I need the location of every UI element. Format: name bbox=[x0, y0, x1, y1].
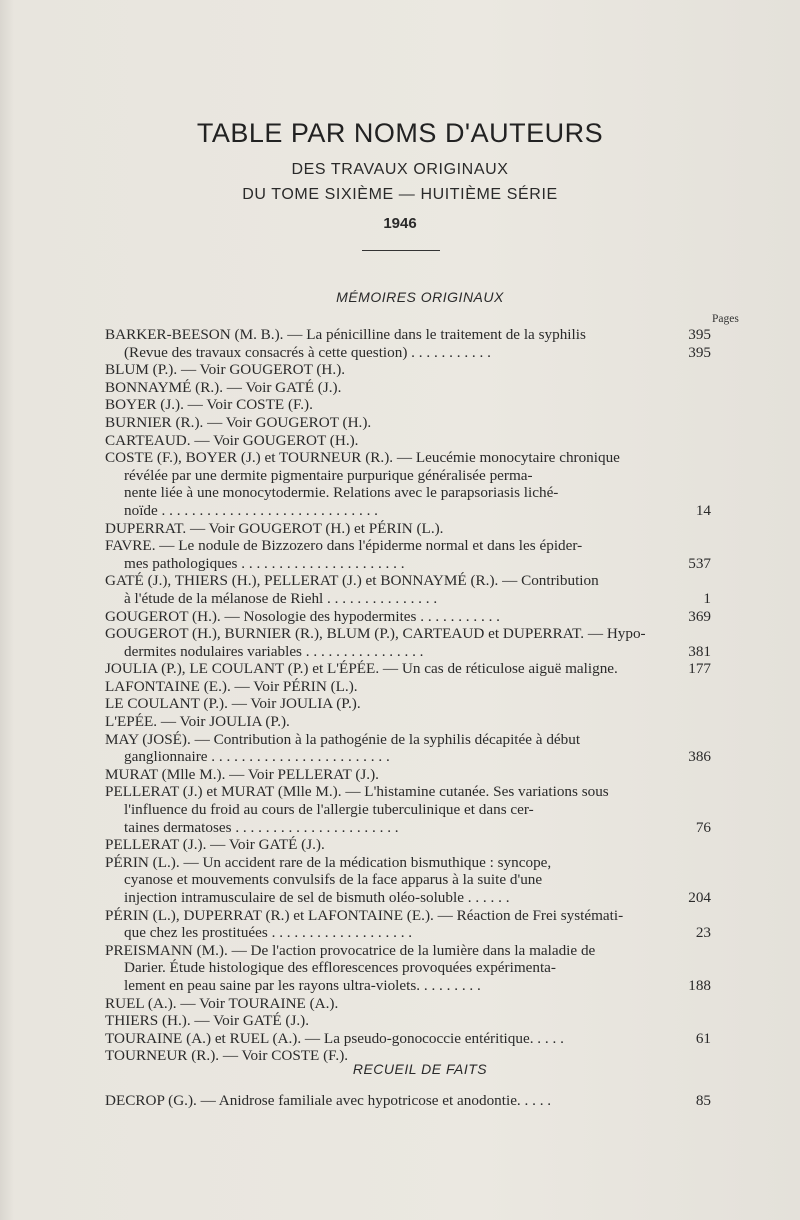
author-index-list bbox=[105, 326, 745, 1065]
index-line-text: à l'étude de la mélanose de Riehl . . . . . . . . . . . . . . . bbox=[124, 589, 438, 607]
page-title: TABLE PAR NOMS D'AUTEURS bbox=[196, 118, 604, 148]
index-line bbox=[105, 326, 745, 344]
index-line bbox=[105, 625, 745, 643]
index-line-text: PÉRIN (L.), DUPERRAT (R.) et LAFONTAINE (E.). — Réaction de Frei systémati- bbox=[105, 906, 624, 924]
index-line bbox=[105, 484, 745, 502]
index-line-text: l'influence du froid au cours de l'allergie tuberculinique et dans cer- bbox=[124, 801, 534, 819]
index-line-text: dermites nodulaires variables . . . . . . . . . . . . . . . . bbox=[124, 642, 424, 660]
page-number: 188 bbox=[688, 976, 711, 994]
section-heading-memoires: MÉMOIRES ORIGINAUX bbox=[336, 289, 504, 305]
index-line-text: BURNIER (R.). — Voir GOUGEROT (H.). bbox=[105, 413, 372, 431]
index-line-text: PELLERAT (J.). — Voir GATÉ (J.). bbox=[105, 836, 325, 854]
page-number: 85 bbox=[695, 1092, 711, 1109]
index-line bbox=[105, 467, 745, 485]
index-line-text: FAVRE. — Le nodule de Bizzozero dans l'épiderme normal et dans les épider- bbox=[105, 537, 583, 555]
index-line bbox=[105, 520, 745, 538]
index-line-text: PREISMANN (M.). — De l'action provocatrice de la lumière dans la maladie de bbox=[105, 941, 596, 959]
index-line-text: TOURNEUR (R.). — Voir COSTE (F.). bbox=[105, 1047, 349, 1065]
index-line-text: (Revue des travaux consacrés à cette question) . . . . . . . . . . . bbox=[124, 343, 491, 361]
index-line bbox=[105, 731, 745, 749]
page-number: 14 bbox=[695, 501, 711, 519]
index-line-text: révélée par une dermite pigmentaire purpurique généralisée perma- bbox=[124, 466, 533, 484]
page-number: 204 bbox=[688, 889, 711, 906]
index-line-text: taines dermatoses . . . . . . . . . . . . . . . . . . . . . . bbox=[124, 818, 399, 836]
subtitle-line-2: DU TOME SIXIÈME — HUITIÈME SÉRIE bbox=[242, 186, 558, 203]
index-line-text: DECROP (G.). — Anidrose familiale avec hypotricose et anodontie. . . . . bbox=[105, 1092, 552, 1109]
index-line bbox=[105, 1030, 745, 1048]
subtitle-line-1: DES TRAVAUX ORIGINAUX bbox=[291, 161, 509, 178]
index-line bbox=[105, 801, 745, 819]
index-line-text: mes pathologiques . . . . . . . . . . . . . . . . . . . . . . bbox=[124, 554, 405, 572]
index-line bbox=[105, 995, 745, 1013]
index-line bbox=[105, 942, 745, 960]
index-line bbox=[105, 766, 745, 784]
index-line bbox=[105, 924, 745, 942]
index-line bbox=[105, 1092, 745, 1110]
index-line-text: COSTE (F.), BOYER (J.) et TOURNEUR (R.). — Leucémie monocytaire chronique bbox=[105, 449, 620, 467]
index-line bbox=[105, 678, 745, 696]
page-number: 537 bbox=[688, 554, 711, 572]
index-line bbox=[105, 590, 745, 608]
index-line bbox=[105, 748, 745, 766]
index-line-text: TOURAINE (A.) et RUEL (A.). — La pseudo-gonococcie entéritique. . . . . bbox=[105, 1029, 564, 1047]
index-line bbox=[105, 608, 745, 626]
page-number: 177 bbox=[688, 660, 711, 678]
pages-column-label: Pages bbox=[712, 313, 739, 325]
page-number: 76 bbox=[695, 818, 711, 836]
index-line-text: BONNAYMÉ (R.). — Voir GATÉ (J.). bbox=[105, 378, 342, 396]
index-line-text: CARTEAUD. — Voir GOUGEROT (H.). bbox=[105, 431, 359, 449]
title-divider bbox=[362, 250, 440, 251]
index-line bbox=[105, 871, 745, 889]
index-line bbox=[105, 361, 745, 379]
index-line bbox=[105, 889, 745, 907]
index-line-text: noïde . . . . . . . . . . . . . . . . . . . . . . . . . . . . . bbox=[124, 501, 378, 519]
index-line bbox=[105, 572, 745, 590]
index-line-text: PÉRIN (L.). — Un accident rare de la médication bismuthique : syncope, bbox=[105, 853, 552, 871]
index-line-text: MAY (JOSÉ). — Contribution à la pathogénie de la syphilis décapitée à début bbox=[105, 730, 581, 748]
index-line-text: PELLERAT (J.) et MURAT (Mlle M.). — L'histamine cutanée. Ses variations sous bbox=[105, 783, 609, 801]
index-line-text: LAFONTAINE (E.). — Voir PÉRIN (L.). bbox=[105, 677, 358, 695]
page-number: 369 bbox=[688, 607, 711, 625]
index-line-text: nente liée à une monocytodermie. Relations avec le parapsoriasis liché- bbox=[124, 484, 559, 502]
index-line-text: injection intramusculaire de sel de bismuth oléo-soluble . . . . . . bbox=[124, 889, 510, 906]
index-line bbox=[105, 819, 745, 837]
index-line-text: RUEL (A.). — Voir TOURAINE (A.). bbox=[105, 994, 339, 1012]
index-line bbox=[105, 643, 745, 661]
index-line bbox=[105, 555, 745, 573]
index-line bbox=[105, 660, 745, 678]
index-line bbox=[105, 713, 745, 731]
index-line-text: L'EPÉE. — Voir JOULIA (P.). bbox=[105, 713, 290, 731]
index-line-text: ganglionnaire . . . . . . . . . . . . . . . . . . . . . . . . bbox=[124, 748, 390, 766]
index-line bbox=[105, 379, 745, 397]
index-line bbox=[105, 907, 745, 925]
year-label: 1946 bbox=[383, 215, 417, 232]
page-number: 61 bbox=[695, 1029, 711, 1047]
index-line-text: lement en peau saine par les rayons ultra-violets. . . . . . . . . bbox=[124, 976, 481, 994]
index-line-text: GOUGEROT (H.). — Nosologie des hypodermites . . . . . . . . . . . bbox=[105, 607, 500, 625]
index-line bbox=[105, 449, 745, 467]
index-line-text: DUPERRAT. — Voir GOUGEROT (H.) et PÉRIN (L.). bbox=[105, 519, 444, 537]
index-line-text: que chez les prostituées . . . . . . . . . . . . . . . . . . . bbox=[124, 924, 413, 942]
page-number: 395 bbox=[688, 343, 711, 361]
index-line bbox=[105, 959, 745, 977]
index-line bbox=[105, 836, 745, 854]
page-number: 23 bbox=[695, 924, 711, 942]
index-line-text: MURAT (Mlle M.). — Voir PELLERAT (J.). bbox=[105, 765, 379, 783]
index-line bbox=[105, 783, 745, 801]
index-line bbox=[105, 396, 745, 414]
index-line-text: BOYER (J.). — Voir COSTE (F.). bbox=[105, 396, 313, 414]
recueil-index-list bbox=[105, 1092, 745, 1110]
page-number: 395 bbox=[688, 326, 711, 343]
index-line-text: BLUM (P.). — Voir GOUGEROT (H.). bbox=[105, 361, 346, 379]
index-line bbox=[105, 695, 745, 713]
index-line-text: GOUGEROT (H.), BURNIER (R.), BLUM (P.), CARTEAUD et DUPERRAT. — Hypo- bbox=[105, 625, 646, 643]
index-line bbox=[105, 977, 745, 995]
index-line-text: cyanose et mouvements convulsifs de la face apparus à la suite d'une bbox=[124, 871, 543, 889]
index-line bbox=[105, 414, 745, 432]
page-number: 381 bbox=[688, 642, 711, 660]
index-line-text: GATÉ (J.), THIERS (H.), PELLERAT (J.) et BONNAYMÉ (R.). — Contribution bbox=[105, 572, 599, 590]
section-heading-recueil: RECUEIL DE FAITS bbox=[352, 1061, 488, 1077]
index-line-text: BARKER-BEESON (M. B.). — La pénicilline dans le traitement de la syphilis bbox=[105, 326, 586, 343]
page-number: 386 bbox=[688, 748, 711, 766]
index-line-text: Darier. Étude histologique des efflorescences provoquées expérimenta- bbox=[124, 959, 556, 977]
index-line bbox=[105, 344, 745, 362]
index-line bbox=[105, 502, 745, 520]
index-line bbox=[105, 854, 745, 872]
page-number: 1 bbox=[703, 589, 711, 607]
index-line-text: THIERS (H.). — Voir GATÉ (J.). bbox=[105, 1012, 310, 1030]
index-line bbox=[105, 1012, 745, 1030]
index-line bbox=[105, 537, 745, 555]
index-line bbox=[105, 432, 745, 450]
index-line-text: JOULIA (P.), LE COULANT (P.) et L'ÉPÉE. — Un cas de réticulose aiguë maligne. bbox=[105, 660, 618, 678]
index-line-text: LE COULANT (P.). — Voir JOULIA (P.). bbox=[105, 695, 361, 713]
